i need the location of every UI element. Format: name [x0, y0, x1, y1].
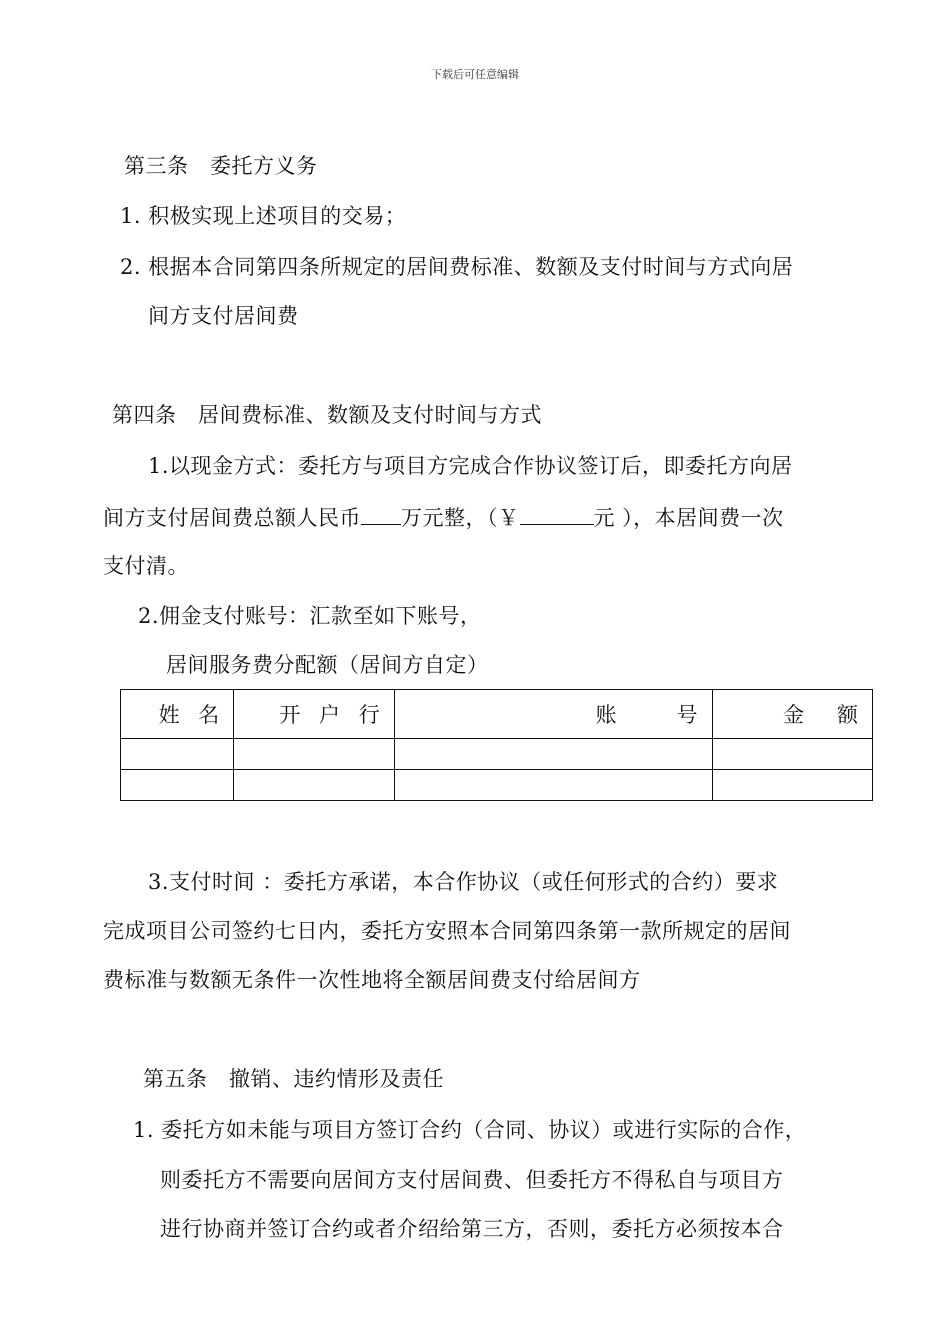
table-cell	[394, 739, 712, 770]
article-3-item-2-line-2: 间方支付居间费	[148, 304, 299, 328]
amount-text-c: 元 ），本居间费一次	[593, 506, 784, 530]
header-name: 姓 名	[121, 690, 234, 739]
article-4-para-2: 2.佣金支付账号：汇款至如下账号，	[138, 604, 482, 628]
header-account: 账 号	[394, 690, 712, 739]
article-4-para-1-line-3: 支付清。	[103, 554, 189, 578]
distribution-table	[120, 689, 873, 801]
article-5-item-1-line-3: 进行协商并签订合约或者介绍给第三方，否则，委托方必须按本合	[160, 1217, 784, 1241]
amount-blank-yuan	[520, 506, 594, 525]
table-cell	[712, 739, 872, 770]
article-5-title: 第五条 撤销、违约情形及责任	[143, 1067, 444, 1091]
table-row	[121, 770, 873, 801]
amount-text-b: 万元整，（￥	[401, 506, 520, 530]
header-amount: 金 额	[712, 690, 872, 739]
article-4-para-3-line-1: 3.支付时间 ：委托方承诺，本合作协议（或任何形式的合约）要求	[148, 870, 779, 894]
amount-text-a: 间方支付居间费总额人民币	[103, 506, 361, 530]
table-cell	[234, 739, 394, 770]
article-4-title: 第四条 居间费标准、数额及支付时间与方式	[112, 403, 542, 427]
article-5-item-1-line-1: 1. 委托方如未能与项目方签订合约（合同、协议）或进行实际的合作，	[133, 1118, 807, 1142]
table-cell	[712, 770, 872, 801]
table-header-row	[121, 690, 873, 739]
table-cell	[394, 770, 712, 801]
distribution-caption: 居间服务费分配额（居间方自定）	[166, 653, 489, 677]
table-cell	[234, 770, 394, 801]
header-bank: 开 户 行	[234, 690, 394, 739]
table-cell	[121, 739, 234, 770]
amount-blank-wan	[361, 506, 401, 525]
article-4-para-3-line-2: 完成项目公司签约七日内，委托方安照本合同第四条第一款所规定的居间	[103, 919, 791, 943]
article-3-item-2-line-1: 2. 根据本合同第四条所规定的居间费标准、数额及支付时间与方式向居	[120, 255, 794, 279]
page-header-note: 下载后可任意编辑	[431, 68, 519, 81]
article-4-para-1-line-2	[103, 506, 784, 529]
table-cell	[121, 770, 234, 801]
article-3-title: 第三条 委托方义务	[124, 154, 318, 178]
table-row	[121, 739, 873, 770]
article-4-para-3-line-3: 费标准与数额无条件一次性地将全额居间费支付给居间方	[103, 968, 641, 992]
article-3-item-1: 1. 积极实现上述项目的交易；	[120, 204, 407, 228]
article-5-item-1-line-2: 则委托方不需要向居间方支付居间费、但委托方不得私自与项目方	[160, 1168, 784, 1192]
article-4-para-1-line-1: 1.以现金方式：委托方与项目方完成合作协议签订后，即委托方向居	[148, 454, 793, 478]
